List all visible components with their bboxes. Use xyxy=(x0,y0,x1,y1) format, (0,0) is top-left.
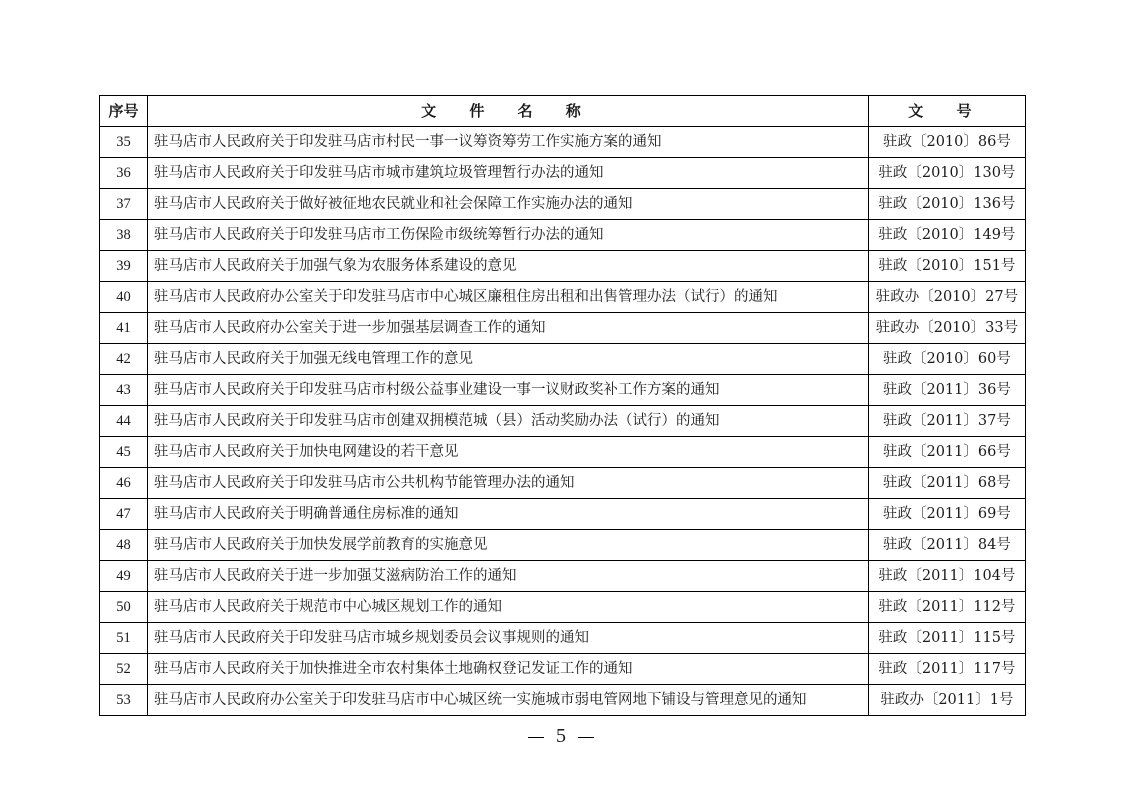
table-row xyxy=(100,437,1026,468)
page-footer xyxy=(0,724,1122,748)
table-row xyxy=(100,592,1026,623)
row-document-code: 驻政办〔2011〕1号 xyxy=(868,685,1025,716)
row-document-name: 驻马店市人民政府关于加快推进全市农村集体土地确权登记发证工作的通知 xyxy=(148,654,869,685)
row-document-code: 驻政〔2011〕69号 xyxy=(868,499,1025,530)
table-header-row xyxy=(100,96,1026,127)
row-document-code: 驻政〔2010〕136号 xyxy=(868,189,1025,220)
row-serial-number: 42 xyxy=(100,344,148,375)
row-serial-number: 39 xyxy=(100,251,148,282)
row-document-name: 驻马店市人民政府关于进一步加强艾滋病防治工作的通知 xyxy=(148,561,869,592)
row-serial-number: 48 xyxy=(100,530,148,561)
row-document-code: 驻政〔2010〕130号 xyxy=(868,158,1025,189)
footer-dash-left xyxy=(528,737,544,738)
row-document-code: 驻政〔2010〕60号 xyxy=(868,344,1025,375)
row-document-code: 驻政〔2011〕84号 xyxy=(868,530,1025,561)
row-serial-number: 51 xyxy=(100,623,148,654)
row-serial-number: 44 xyxy=(100,406,148,437)
table-row xyxy=(100,530,1026,561)
table-row xyxy=(100,375,1026,406)
row-document-code: 驻政〔2010〕151号 xyxy=(868,251,1025,282)
row-document-name: 驻马店市人民政府关于印发驻马店市城市建筑垃圾管理暂行办法的通知 xyxy=(148,158,869,189)
row-document-name: 驻马店市人民政府关于加强气象为农服务体系建设的意见 xyxy=(148,251,869,282)
row-serial-number: 52 xyxy=(100,654,148,685)
row-document-name: 驻马店市人民政府关于印发驻马店市城乡规划委员会议事规则的通知 xyxy=(148,623,869,654)
row-serial-number: 37 xyxy=(100,189,148,220)
table-row xyxy=(100,468,1026,499)
row-serial-number: 40 xyxy=(100,282,148,313)
row-serial-number: 50 xyxy=(100,592,148,623)
row-document-name: 驻马店市人民政府关于加快电网建设的若干意见 xyxy=(148,437,869,468)
row-document-name: 驻马店市人民政府办公室关于印发驻马店市中心城区统一实施城市弱电管网地下铺设与管理意见的通知 xyxy=(148,685,869,716)
row-document-name: 驻马店市人民政府关于印发驻马店市村民一事一议筹资筹劳工作实施方案的通知 xyxy=(148,127,869,158)
header-document-code: 文 号 xyxy=(868,96,1025,127)
row-serial-number: 41 xyxy=(100,313,148,344)
row-serial-number: 53 xyxy=(100,685,148,716)
table-row xyxy=(100,189,1026,220)
row-document-name: 驻马店市人民政府关于规范市中心城区规划工作的通知 xyxy=(148,592,869,623)
table-row xyxy=(100,499,1026,530)
row-serial-number: 43 xyxy=(100,375,148,406)
row-document-code: 驻政办〔2010〕27号 xyxy=(868,282,1025,313)
page-number: 5 xyxy=(556,725,566,747)
table-body xyxy=(100,127,1026,716)
row-serial-number: 38 xyxy=(100,220,148,251)
table-row xyxy=(100,282,1026,313)
row-serial-number: 46 xyxy=(100,468,148,499)
row-document-code: 驻政〔2011〕68号 xyxy=(868,468,1025,499)
table-row xyxy=(100,623,1026,654)
row-document-name: 驻马店市人民政府关于印发驻马店市创建双拥模范城（县）活动奖励办法（试行）的通知 xyxy=(148,406,869,437)
table-row xyxy=(100,344,1026,375)
table-row xyxy=(100,127,1026,158)
row-document-code: 驻政〔2011〕36号 xyxy=(868,375,1025,406)
row-document-name: 驻马店市人民政府关于做好被征地农民就业和社会保障工作实施办法的通知 xyxy=(148,189,869,220)
row-document-code: 驻政〔2011〕117号 xyxy=(868,654,1025,685)
row-document-name: 驻马店市人民政府关于印发驻马店市村级公益事业建设一事一议财政奖补工作方案的通知 xyxy=(148,375,869,406)
row-serial-number: 45 xyxy=(100,437,148,468)
row-document-name: 驻马店市人民政府关于印发驻马店市工伤保险市级统筹暂行办法的通知 xyxy=(148,220,869,251)
table-row xyxy=(100,685,1026,716)
row-document-name: 驻马店市人民政府办公室关于进一步加强基层调查工作的通知 xyxy=(148,313,869,344)
row-document-code: 驻政〔2011〕66号 xyxy=(868,437,1025,468)
row-serial-number: 35 xyxy=(100,127,148,158)
table-row xyxy=(100,561,1026,592)
table-header xyxy=(100,96,1026,127)
row-document-name: 驻马店市人民政府关于印发驻马店市公共机构节能管理办法的通知 xyxy=(148,468,869,499)
row-document-code: 驻政〔2011〕104号 xyxy=(868,561,1025,592)
row-document-code: 驻政〔2010〕149号 xyxy=(868,220,1025,251)
row-document-code: 驻政〔2011〕37号 xyxy=(868,406,1025,437)
row-document-name: 驻马店市人民政府关于加强无线电管理工作的意见 xyxy=(148,344,869,375)
header-serial-number: 序号 xyxy=(100,96,148,127)
footer-dash-right xyxy=(578,737,594,738)
row-document-name: 驻马店市人民政府关于明确普通住房标准的通知 xyxy=(148,499,869,530)
table-row xyxy=(100,158,1026,189)
row-document-code: 驻政〔2010〕86号 xyxy=(868,127,1025,158)
table-row xyxy=(100,220,1026,251)
table-row xyxy=(100,654,1026,685)
header-document-name: 文 件 名 称 xyxy=(148,96,869,127)
table-row xyxy=(100,313,1026,344)
row-document-name: 驻马店市人民政府关于加快发展学前教育的实施意见 xyxy=(148,530,869,561)
table-row xyxy=(100,406,1026,437)
row-document-code: 驻政办〔2010〕33号 xyxy=(868,313,1025,344)
row-document-code: 驻政〔2011〕115号 xyxy=(868,623,1025,654)
document-list-table xyxy=(99,95,1026,716)
row-serial-number: 36 xyxy=(100,158,148,189)
row-document-code: 驻政〔2011〕112号 xyxy=(868,592,1025,623)
row-document-name: 驻马店市人民政府办公室关于印发驻马店市中心城区廉租住房出租和出售管理办法（试行）的通知 xyxy=(148,282,869,313)
table-row xyxy=(100,251,1026,282)
row-serial-number: 49 xyxy=(100,561,148,592)
row-serial-number: 47 xyxy=(100,499,148,530)
